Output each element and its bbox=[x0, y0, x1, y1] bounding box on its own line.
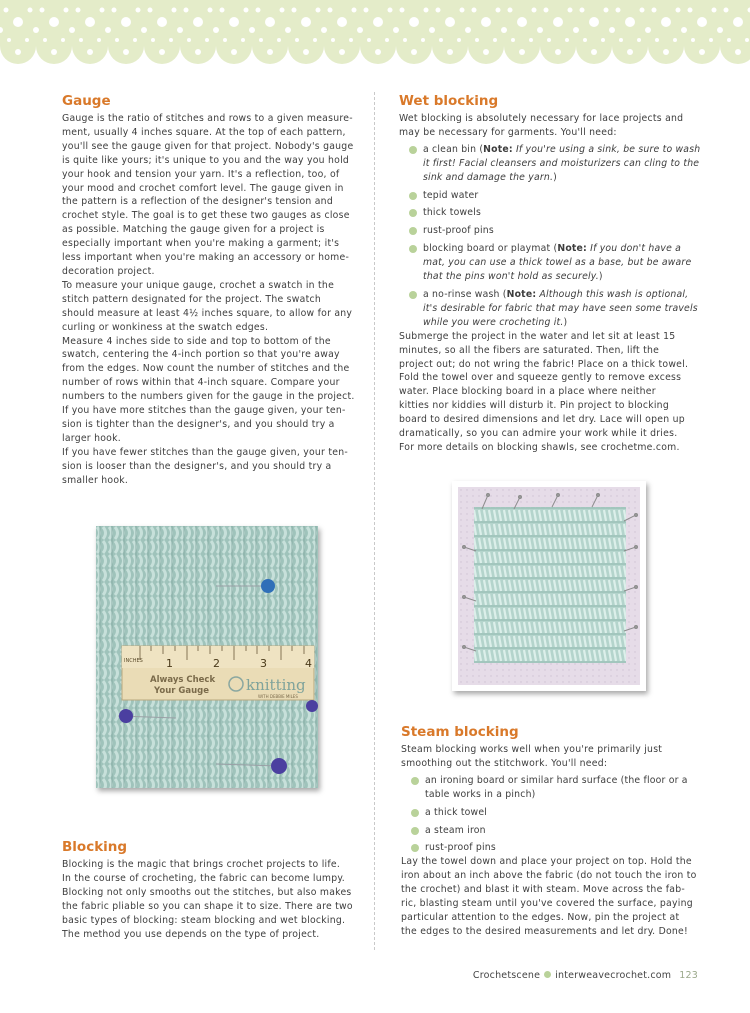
gauge-photo bbox=[96, 526, 318, 788]
bullet-icon bbox=[411, 844, 419, 852]
bullet-icon bbox=[409, 209, 417, 217]
list-item: a clean bin (Note: If you're using a sink, be sure to wash it first! Facial cleansers and moisturizers can cling to the sink and damage the yarn.) bbox=[409, 143, 701, 185]
blocking-photo bbox=[452, 481, 646, 691]
swatch-fabric bbox=[474, 507, 626, 663]
ruler bbox=[122, 646, 314, 700]
bullet-icon bbox=[411, 809, 419, 817]
ruler-text-line2: Your Gauge bbox=[154, 686, 210, 696]
wet-blocking-heading: Wet blocking bbox=[399, 93, 499, 109]
ruler-brand: knitting bbox=[246, 676, 306, 694]
column-divider bbox=[374, 92, 375, 950]
blocking-body: Blocking is the magic that brings crochet projects to life. In the course of crocheting, the fabric can become lumpy. Blocking not only smooths out the stitches, but also makes the fabric pliable so you can shape it to size. There are two basic types of blocking: steam blocking and wet blocking. The method you use depends on the type of project. bbox=[62, 859, 353, 940]
page-number: 123 bbox=[679, 970, 698, 981]
list-item: a steam iron bbox=[411, 824, 703, 838]
list-item: rust-proof pins bbox=[411, 841, 703, 855]
ruler-num-2: 2 bbox=[213, 657, 220, 670]
bullet-icon bbox=[409, 192, 417, 200]
steam-blocking-list bbox=[401, 774, 703, 856]
steam-blocking-body: Lay the towel down and place your project on top. Hold the iron about an inch above the fabric (do not touch the iron to the crochet) and blast it with steam. Move across the fab- ric, blasting steam until you've covered the surface, paying particular attention to the edges. Now, pin the project at the edges to the desired measurements and let dry. Done! bbox=[401, 856, 697, 937]
list-item: blocking board or playmat (Note: If you don't have a mat, you can use a thick towel as a base, but be aware that the pins won't hold as securely.) bbox=[409, 242, 701, 284]
bullet-icon bbox=[544, 971, 551, 978]
blocking-heading: Blocking bbox=[62, 839, 128, 855]
pin-head-purple bbox=[119, 709, 133, 723]
list-item: rust-proof pins bbox=[409, 224, 701, 238]
steam-blocking-heading: Steam blocking bbox=[401, 724, 519, 740]
ruler-num-3: 3 bbox=[260, 657, 267, 670]
ruler-num-1: 1 bbox=[166, 657, 173, 670]
list-item: an ironing board or similar hard surface (the floor or a table works in a pinch) bbox=[411, 774, 703, 802]
ruler-text-line1: Always Check bbox=[150, 675, 216, 685]
gauge-body: Gauge is the ratio of stitches and rows to a given measure- ment, usually 4 inches square. At the top of each pattern, you'll see the gauge given for that project. Nobody's gauge is quite like yours; it's unique to you and the way you hold your hook and tension your yarn. It's a reflection, too, of your mood and crochet comfort level. The gauge given in the pattern is a reflection of the designer's tension and crochet style. The goal is to get these two gauges as close as possible. Matching the gauge given for a project is especially important when you're making a garment; it's less important when you're making an accessory or home- decoration project. To measure your unique gauge, crochet a swatch in the stitch pattern designated for the project. The swatch should measure at least 4½ inches square, to allow for any curling or wonkiness at the swatch edges. Measure 4 inches side to side and top to bottom of the swatch, centering the 4-inch portion so that you're away from the edges. Now count the number of stitches and the number of rows within that 4-inch square. Compare your numbers to the numbers given for the gauge in the project. If you have more stitches than the gauge given, your ten- sion is tighter than the designer's, and you should try a larger hook. If you have fewer stitches than the gauge given, your ten- sion is looser than the designer's, and you should try a smaller hook. bbox=[62, 113, 355, 486]
steam-blocking-section bbox=[401, 723, 703, 939]
bullet-icon bbox=[409, 245, 417, 253]
footer-magazine: Crochetscene bbox=[472, 970, 541, 981]
bullet-icon bbox=[411, 827, 419, 835]
pin-head-blue bbox=[261, 579, 275, 593]
wet-blocking-intro: Wet blocking is absolutely necessary for lace projects and may be necessary for garments. You'll need: bbox=[399, 113, 684, 138]
lace-border bbox=[0, 0, 750, 80]
pin-head-purple bbox=[271, 758, 287, 774]
gauge-heading: Gauge bbox=[62, 93, 111, 109]
ruler-num-4: 4 bbox=[305, 657, 312, 670]
list-item: a no-rinse wash (Note: Although this wash is optional, it's desirable for fabric that may have seen some travels while you were crocheting it.) bbox=[409, 288, 701, 330]
list-item: tepid water bbox=[409, 189, 701, 203]
left-column bbox=[62, 92, 362, 487]
bullet-icon bbox=[409, 227, 417, 235]
list-item: thick towels bbox=[409, 206, 701, 220]
ruler-inches-label: INCHES bbox=[124, 658, 143, 664]
page-footer bbox=[0, 970, 698, 981]
pin-head-purple bbox=[306, 700, 318, 712]
bullet-icon bbox=[411, 777, 419, 785]
ruler-brand-sub: WITH DEBBIE MILES bbox=[258, 694, 298, 699]
list-item: a thick towel bbox=[411, 806, 703, 820]
wet-blocking-body: Submerge the project in the water and let sit at least 15 minutes, so all the fibers are saturated. Then, lift the project out; do not wring the fabric! Place on a thick towel. Fold the towel over and squeeze gently to remove excess water. Place blocking board in a place where neither kitties nor kiddies will disturb it. Pin project to blocking board to desired dimensions and let dry. Lace will open up dramatically, so you can admire your work while it dries. For more details on blocking shawls, see crochetme.com. bbox=[399, 330, 689, 453]
right-column bbox=[399, 92, 701, 455]
blocking-section bbox=[62, 838, 362, 941]
bullet-icon bbox=[409, 146, 417, 154]
bullet-icon bbox=[409, 291, 417, 299]
steam-blocking-intro: Steam blocking works well when you're primarily just smoothing out the stitchwork. You'll need: bbox=[401, 744, 663, 769]
wet-blocking-list bbox=[399, 143, 701, 330]
footer-website[interactable]: interweavecrochet.com bbox=[555, 970, 672, 981]
